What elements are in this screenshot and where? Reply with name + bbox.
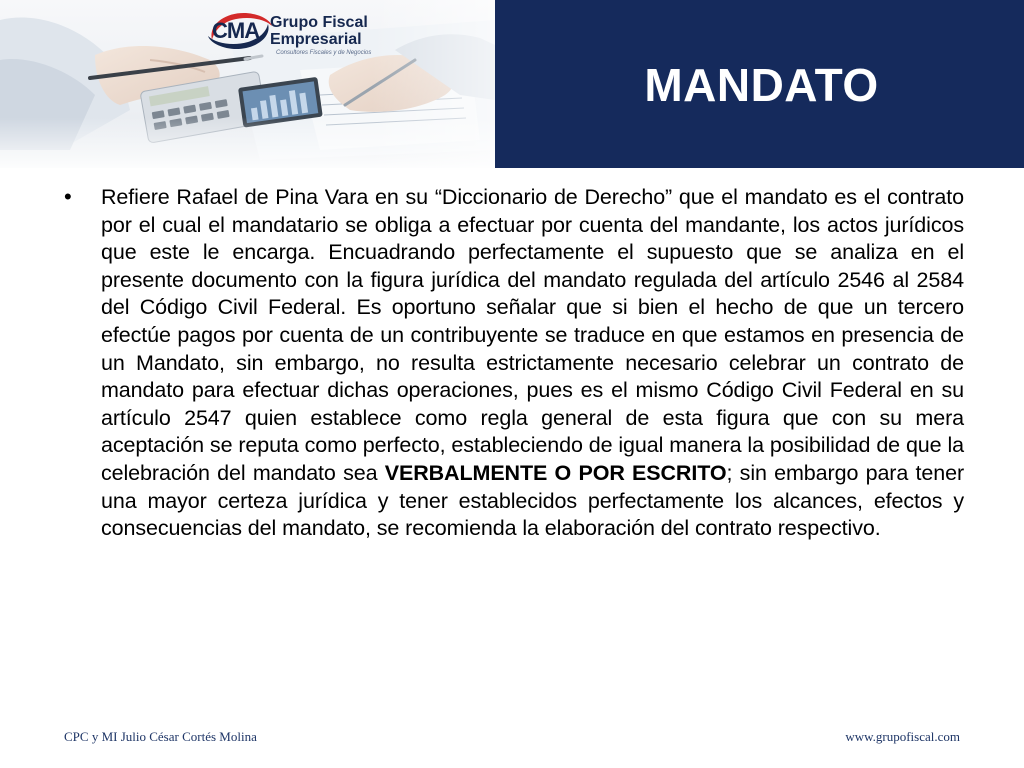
paragraph-text-start: Refiere Rafael de Pina Vara en su “Diccionario de Derecho” que el mandato es el contrato por el cual el mandatario se obliga a efectuar por cuenta del mandante, los actos jurídicos que este le encarga. Encuadrando perfectamente el supuesto que se analiza en el presente documento con la figura jurídica del mandato regulada del artículo 2546 al 2584 del Código Civil Federal. Es oportuno señalar que si bien el hecho de que un tercero efectúe pagos por cuenta de un contribuyente se traduce en que estamos en presencia de un Mandato, sin embargo, no resulta estrictamente necesario celebrar un contrato de mandato para efectuar dichas operaciones, pues es el mismo Código Civil Federal en su artículo 2547 quien establece como regla general de esta figura que con su mera aceptación se reputa como perfecto, estableciendo de igual manera la posibilidad de que la celebración del mandato sea	[101, 185, 964, 485]
footer-author: CPC y MI Julio César Cortés Molina	[64, 729, 257, 744]
paragraph-text-end: ; sin embargo para tener una mayor certeza jurídica y tener establecidos perfectamente los alcances, efectos y consecuencias del mandato, se recomienda la elaboración del contrato respectivo.	[101, 460, 965, 541]
logo-tagline: Consultores Fiscales y de Negocios	[276, 50, 372, 56]
company-logo	[206, 6, 376, 58]
logo-name-line1: Grupo Fiscal	[270, 14, 368, 31]
bullet-point-icon: •	[64, 184, 72, 209]
logo-name-line2: Empresarial	[270, 31, 362, 48]
logo-cma-text: CMA	[212, 18, 260, 43]
title-banner	[495, 0, 1024, 168]
bullet-paragraph	[101, 184, 964, 543]
slide-body	[64, 184, 964, 543]
paragraph-emphasis: VERBALMENTE O POR ESCRITO	[384, 460, 727, 485]
slide-title: MANDATO	[644, 59, 879, 111]
footer-website-link[interactable]: www.grupofiscal.com	[845, 729, 960, 744]
